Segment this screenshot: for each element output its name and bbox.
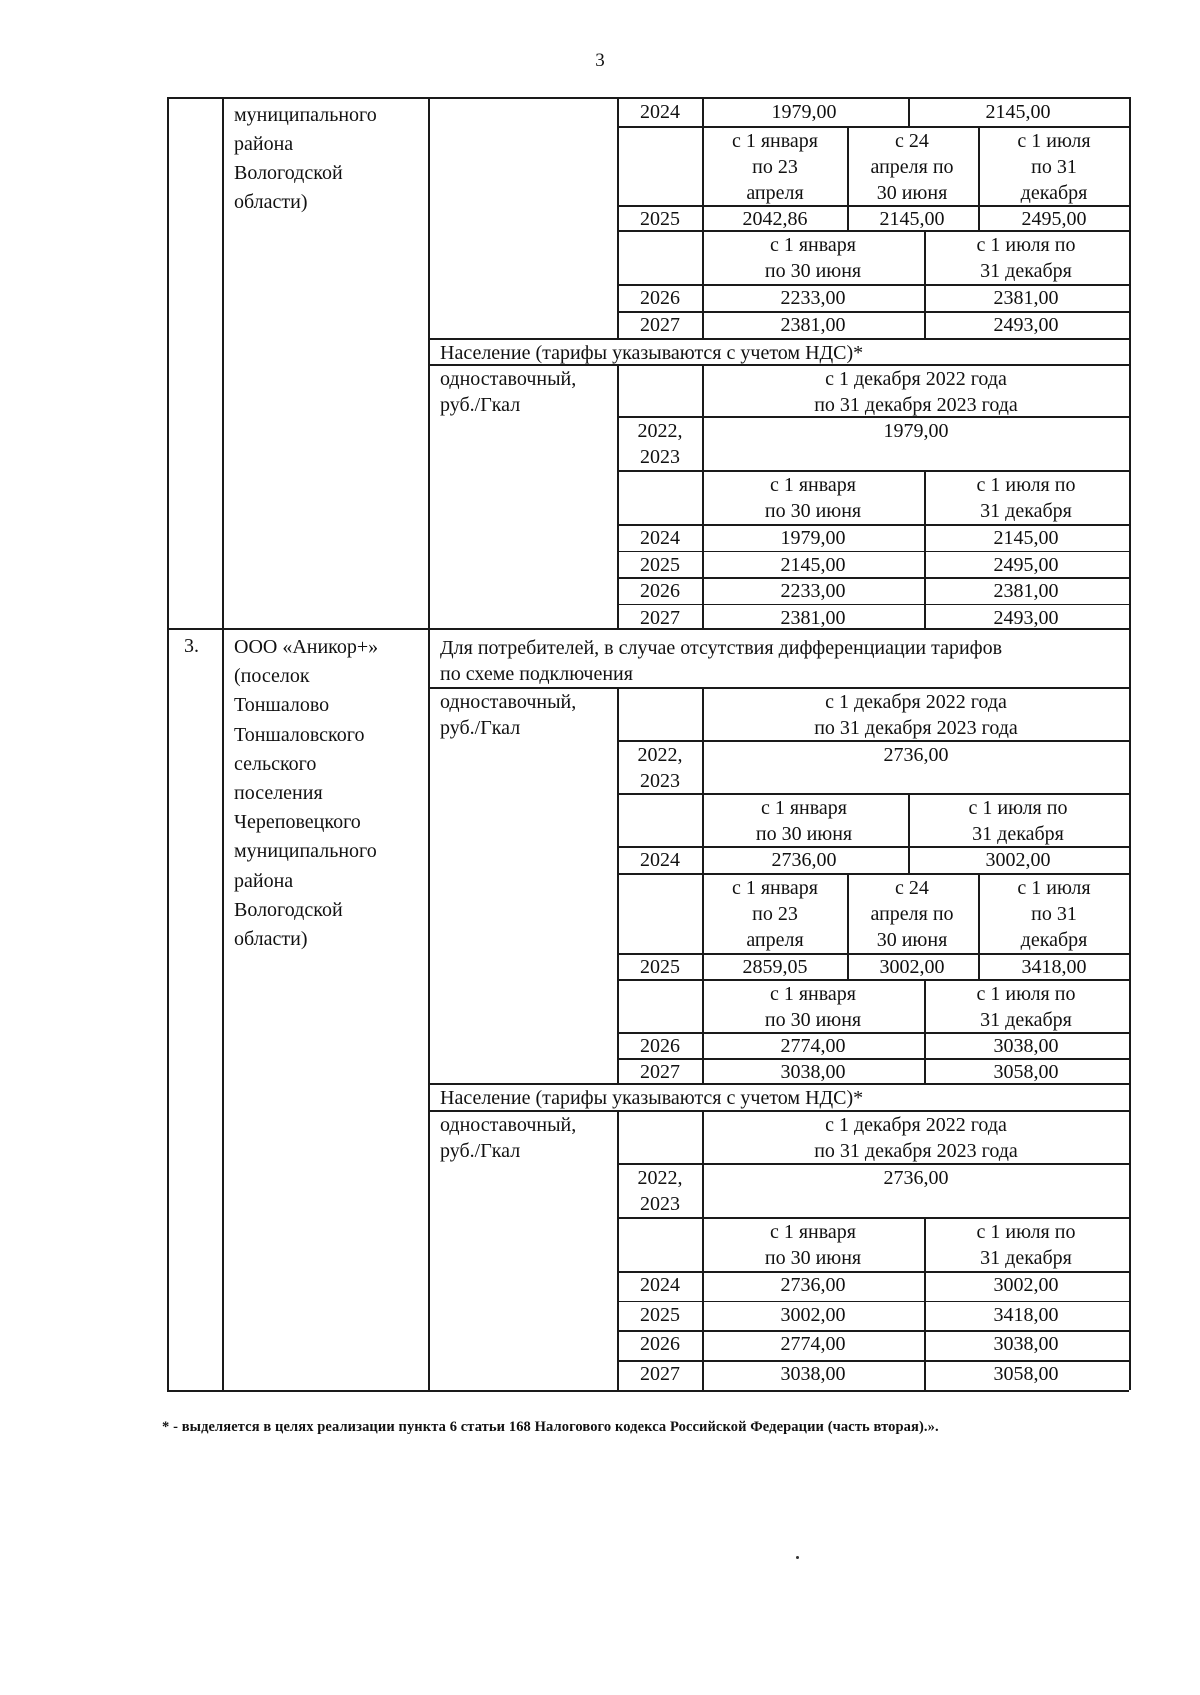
period-header-line: с 1 июля по: [976, 983, 1076, 1005]
period-header-line: с 1 января: [769, 1221, 857, 1243]
period-header-line: 31 декабря: [980, 500, 1072, 522]
period-header-line: 31 декабря: [972, 823, 1064, 845]
period-header-line: по 30 июня: [764, 1009, 862, 1031]
period-header-line: с 1 января: [731, 130, 819, 152]
value-cell: 2774,00: [780, 1035, 846, 1057]
value-cell: 2145,00: [985, 101, 1051, 123]
rule-v: [617, 364, 619, 628]
value-cell: 3002,00: [993, 1274, 1059, 1296]
year-cell-line: 2023: [640, 1193, 680, 1215]
year-cell: 2027: [640, 314, 680, 336]
period-header-line: с 1 июля по: [976, 234, 1076, 256]
period-header-line: по 30 июня: [764, 500, 862, 522]
period-header-line: 30 июня: [876, 182, 948, 204]
value-cell: 2495,00: [1021, 208, 1087, 230]
rule-v: [617, 687, 619, 1083]
period-header-line: по 30 июня: [764, 260, 862, 282]
year-cell: 2024: [640, 527, 680, 549]
year-cell: 2024: [640, 1274, 680, 1296]
period-header-line: по 31 декабря 2023 года: [814, 1140, 1018, 1162]
period-header-line: по 30 июня: [755, 823, 853, 845]
org-name-3-line: муниципального: [234, 840, 377, 863]
value-cell: 2381,00: [993, 580, 1059, 602]
period-header-line: по 23: [752, 903, 798, 925]
year-cell: 2025: [640, 956, 680, 978]
rule-v: [702, 364, 704, 628]
value-cell: 3058,00: [993, 1061, 1059, 1083]
rule-v: [617, 97, 619, 338]
value-cell: 2736,00: [883, 1167, 949, 1189]
period-header-line: с 1 июля по: [976, 1221, 1076, 1243]
period-header-line: по 31: [1031, 903, 1077, 925]
value-cell: 1979,00: [771, 101, 837, 123]
value-cell: 3418,00: [993, 1303, 1059, 1326]
rule-v: [702, 687, 704, 1083]
footnote: * - выделяется в целях реализации пункта 6 статьи 168 Налогового кодекса Российской Федерации (часть вторая).».: [162, 1419, 939, 1435]
rule-v: [978, 873, 980, 979]
tariff-type-line: одноставочный,: [440, 368, 577, 390]
value-cell: 2145,00: [879, 208, 945, 230]
year-cell: 2025: [640, 553, 680, 576]
period-header-line: декабря: [1020, 182, 1088, 204]
period-header-line: апреля: [746, 182, 804, 204]
value-cell: 2042,86: [742, 208, 808, 230]
period-header-line: с 1 июля по: [968, 797, 1068, 819]
org-name-3-line: Тоншаловского: [234, 723, 365, 746]
period-header-line: апреля по: [870, 903, 954, 925]
value-cell: 2233,00: [780, 287, 846, 309]
value-cell: 2381,00: [780, 314, 846, 336]
period-header-line: с 1 января: [760, 797, 848, 819]
value-cell: 3418,00: [1021, 956, 1087, 978]
org-name-2-line: Вологодской: [234, 162, 343, 184]
value-cell: 2774,00: [780, 1333, 846, 1356]
value-cell: 3038,00: [993, 1333, 1059, 1356]
stray-mark: [796, 1556, 799, 1559]
value-cell: 3002,00: [879, 956, 945, 978]
table-left-rule: [167, 97, 169, 1390]
period-header-line: с 1 декабря 2022 года: [825, 691, 1007, 713]
value-cell: 3038,00: [780, 1061, 846, 1083]
row-number: 3.: [184, 635, 199, 657]
year-cell-line: 2022,: [637, 744, 683, 766]
org-name-3-line: поселения: [234, 782, 323, 804]
value-cell: 3002,00: [780, 1303, 846, 1326]
org-name-3-line: Череповецкого: [234, 811, 361, 834]
period-header-line: с 1 января: [731, 877, 819, 899]
org-name-3-line: (поселок: [234, 665, 310, 688]
year-cell-line: 2022,: [637, 420, 683, 442]
period-header-line: 31 декабря: [980, 1247, 1072, 1269]
org-name-2-line: муниципального: [234, 104, 377, 126]
value-cell: 2381,00: [993, 287, 1059, 309]
tariff-type-line: руб./Гкал: [440, 717, 521, 739]
period-header-line: по 31 декабря 2023 года: [814, 717, 1018, 739]
period-header-line: 31 декабря: [980, 1009, 1072, 1031]
year-cell-line: 2023: [640, 446, 680, 468]
section-divider: [167, 628, 1129, 630]
period-header-line: с 1 июля по: [976, 474, 1076, 496]
value-cell: 2381,00: [780, 606, 846, 629]
org-name-3-line: Вологодской: [234, 898, 343, 921]
population-header: Население (тарифы указываются с учетом НДС)*: [440, 342, 864, 364]
period-header-line: декабря: [1020, 929, 1088, 951]
period-header-line: по 23: [752, 156, 798, 178]
tariff-type-line: одноставочный,: [440, 1114, 577, 1136]
period-header-line: с 24: [895, 130, 929, 152]
rule-v: [617, 1110, 619, 1390]
name-col-rule: [222, 97, 224, 1390]
value-cell: 2736,00: [883, 744, 949, 766]
value-cell: 2233,00: [780, 580, 846, 602]
value-cell: 3038,00: [780, 1363, 846, 1386]
org-name-2-line: области): [234, 191, 308, 213]
org-name-3-line: Тоншалово: [234, 694, 330, 717]
year-cell: 2027: [640, 1061, 680, 1083]
year-cell: 2026: [640, 1035, 680, 1057]
period-header-line: по 30 июня: [764, 1247, 862, 1269]
year-cell: 2027: [640, 606, 680, 629]
org-name-2-line: района: [234, 133, 294, 155]
value-cell: 2145,00: [780, 553, 846, 576]
period-header-line: 30 июня: [876, 929, 948, 951]
period-header-line: с 1 января: [769, 234, 857, 256]
value-cell: 2736,00: [771, 849, 837, 871]
org-name-3-line: района: [234, 869, 294, 892]
table-bottom-rule: [167, 1390, 1129, 1392]
tariff-type-col-rule: [428, 97, 430, 1390]
consumers-header-line: по схеме подключения: [440, 663, 633, 685]
year-cell-line: 2022,: [637, 1167, 683, 1189]
value-cell: 3038,00: [993, 1035, 1059, 1057]
value-cell: 1979,00: [883, 420, 949, 442]
page-number: 3: [595, 50, 605, 71]
consumers-header-line: Для потребителей, в случае отсутствия дифференциации тарифов: [440, 637, 1003, 659]
org-name-3-line: ООО «Аникор+»: [234, 636, 379, 658]
period-header-line: с 1 декабря 2022 года: [825, 368, 1007, 390]
value-cell: 2736,00: [780, 1274, 846, 1296]
period-header-line: с 1 января: [769, 474, 857, 496]
year-cell: 2025: [640, 1303, 680, 1326]
year-cell: 2026: [640, 287, 680, 309]
year-cell: 2024: [640, 101, 680, 123]
period-header-line: апреля: [746, 929, 804, 951]
tariff-type-line: руб./Гкал: [440, 394, 521, 416]
period-header-line: апреля по: [870, 156, 954, 178]
year-cell: 2027: [640, 1363, 680, 1386]
table-right-rule: [1129, 97, 1131, 1390]
org-name-3-line: области): [234, 928, 308, 950]
value-cell: 2493,00: [993, 314, 1059, 336]
year-cell: 2026: [640, 580, 680, 602]
year-cell: 2026: [640, 1333, 680, 1356]
period-header-line: 31 декабря: [980, 260, 1072, 282]
tariff-type-line: руб./Гкал: [440, 1140, 521, 1162]
period-header-line: с 1 июля: [1017, 877, 1091, 899]
value-cell: 2493,00: [993, 606, 1059, 629]
year-cell: 2024: [640, 849, 680, 871]
period-header-line: с 24: [895, 877, 929, 899]
tariff-type-line: одноставочный,: [440, 691, 577, 713]
value-cell: 2495,00: [993, 553, 1059, 576]
period-header-line: с 1 декабря 2022 года: [825, 1114, 1007, 1136]
org-name-3-line: сельского: [234, 752, 317, 775]
value-cell: 1979,00: [780, 527, 846, 549]
period-header-line: с 1 июля: [1017, 130, 1091, 152]
rule-v: [978, 126, 980, 230]
period-header-line: по 31: [1031, 156, 1077, 178]
value-cell: 3058,00: [993, 1363, 1059, 1386]
rule-v: [908, 793, 910, 873]
rule-v: [702, 1110, 704, 1390]
tariff-table: [167, 97, 1129, 1390]
population-header: Население (тарифы указываются с учетом НДС)*: [440, 1087, 864, 1109]
period-header-line: с 1 января: [769, 983, 857, 1005]
value-cell: 3002,00: [985, 849, 1051, 871]
rule-v: [702, 97, 704, 338]
value-cell: 2145,00: [993, 527, 1059, 549]
rule-v: [908, 97, 910, 126]
year-cell-line: 2023: [640, 770, 680, 792]
period-header-line: по 31 декабря 2023 года: [814, 394, 1018, 416]
year-cell: 2025: [640, 208, 680, 230]
value-cell: 2859,05: [742, 956, 808, 978]
